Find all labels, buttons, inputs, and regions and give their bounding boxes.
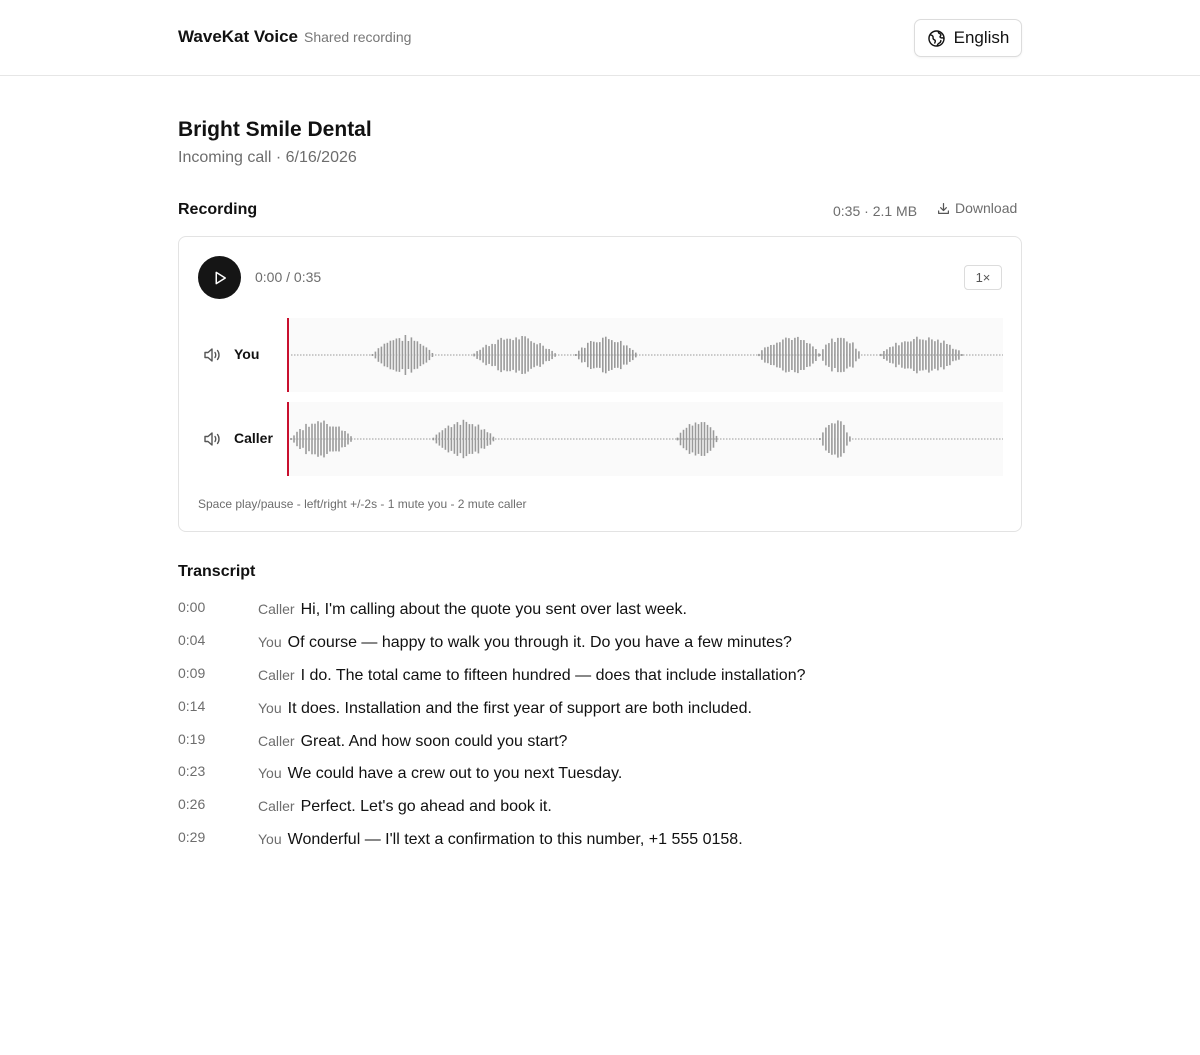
transcript-body (258, 798, 552, 816)
transcript-speaker: You (258, 765, 282, 782)
track-label-you: You (234, 346, 260, 362)
transcript-speaker: Caller (258, 798, 295, 815)
download-icon (937, 202, 950, 215)
language-button[interactable] (914, 19, 1022, 57)
transcript-body (258, 634, 792, 652)
transcript-text: Perfect. Let's go ahead and book it. (300, 798, 552, 816)
transcript-speaker: Caller (258, 601, 295, 617)
transcript-timestamp[interactable]: 0:19 (178, 730, 206, 747)
transcript-timestamp[interactable]: 0:26 (178, 796, 206, 813)
transcript-speaker: Caller (258, 666, 295, 683)
transcript-text: Wonderful — I'll text a confirmation to this number, +1 555 0158. (287, 831, 743, 849)
play-icon (211, 269, 229, 287)
transcript-body (258, 601, 687, 619)
transcript-line[interactable] (178, 693, 1022, 726)
transcript-body (258, 667, 806, 685)
transcript-body (258, 733, 567, 751)
playhead[interactable] (287, 402, 289, 476)
transcript-line[interactable] (178, 791, 1022, 824)
download-label: Download (955, 200, 1018, 216)
transcript-timestamp[interactable]: 0:23 (178, 763, 206, 780)
transcript-body (258, 700, 752, 718)
transcript-text: I do. The total came to fifteen hundred — does that include installation? (300, 666, 806, 684)
page-title: Bright Smile Dental (178, 118, 372, 141)
transcript-text: Of course — happy to walk you through it. Do you have a few minutes? (287, 633, 792, 651)
transcript-timestamp[interactable]: 0:29 (178, 829, 206, 846)
playhead[interactable] (287, 318, 289, 392)
transcript-speaker: You (258, 699, 282, 716)
transcript-body (258, 831, 743, 849)
language-label: English (953, 28, 1010, 47)
transcript-line[interactable] (178, 758, 1022, 791)
transcript-line[interactable] (178, 824, 1022, 857)
transcript-text: Hi, I'm calling about the quote you sent over last week. (300, 601, 687, 618)
call-subtitle: Incoming call · 6/16/2026 (178, 149, 357, 166)
speed-button[interactable]: 1× (964, 265, 1002, 290)
transcript-speaker: Caller (258, 732, 295, 749)
transcript-line[interactable] (178, 594, 1022, 627)
waveform-you[interactable] (287, 318, 1003, 392)
transcript-speaker: You (258, 633, 282, 650)
transcript-timestamp[interactable]: 0:09 (178, 664, 206, 681)
audio-player (178, 236, 1022, 532)
top-bar (0, 0, 1200, 76)
transcript-text: We could have a crew out to you next Tuesday. (287, 765, 623, 783)
transcript-text: It does. Installation and the first year of support are both included. (287, 699, 752, 717)
globe-icon (927, 29, 946, 48)
transcript-line[interactable] (178, 726, 1022, 759)
speaker-icon[interactable] (203, 431, 223, 447)
waveform-caller[interactable] (287, 402, 1003, 476)
transcript-text: Great. And how soon could you start? (300, 732, 568, 750)
recording-meta: 0:35 · 2.1 MB (833, 203, 918, 219)
download-link[interactable] (937, 200, 1017, 216)
transcript-heading: Transcript (178, 563, 256, 580)
transcript-body (258, 765, 622, 783)
transcript-timestamp[interactable]: 0:14 (178, 697, 206, 714)
keyboard-hint: Space play/pause - left/right +/-2s - 1 mute you - 2 mute caller (198, 497, 527, 511)
brand-subtitle: Shared recording (304, 29, 412, 45)
transcript-timestamp[interactable]: 0:00 (178, 599, 206, 615)
time-display: 0:00 / 0:35 (255, 269, 322, 285)
transcript-list (178, 594, 1022, 857)
speaker-icon[interactable] (203, 347, 223, 363)
recording-heading: Recording (178, 201, 258, 218)
brand-name: WaveKat Voice (178, 27, 298, 46)
transcript-line[interactable] (178, 627, 1022, 660)
transcript-timestamp[interactable]: 0:04 (178, 631, 206, 648)
track-label-caller: Caller (234, 430, 273, 446)
play-button[interactable] (198, 256, 241, 299)
transcript-speaker: You (258, 831, 282, 848)
transcript-line[interactable] (178, 660, 1022, 693)
